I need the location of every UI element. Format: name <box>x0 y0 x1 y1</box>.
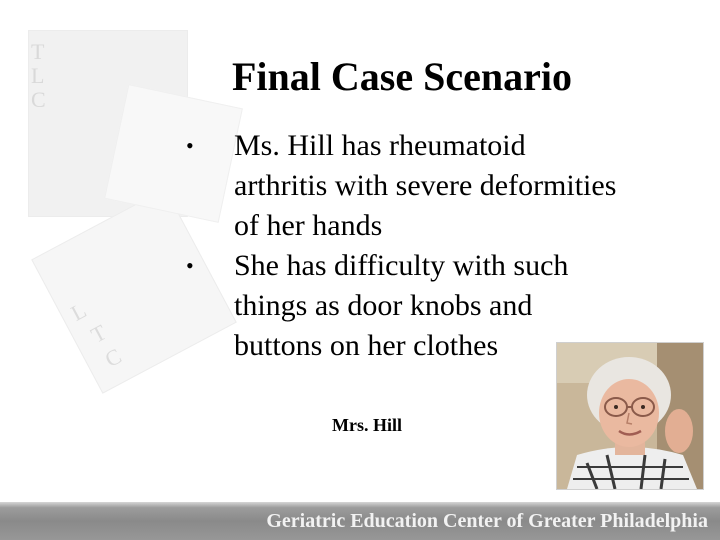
portrait-photo <box>556 342 704 490</box>
bullet-line: things as door knobs and <box>234 289 533 322</box>
portrait-illustration <box>557 343 703 489</box>
tlc-watermark-top: T L C <box>31 39 46 112</box>
bullet-dot: • <box>186 133 194 158</box>
bullet-line: Ms. Hill has rheumatoid <box>234 129 526 162</box>
bullet-dot: • <box>186 253 194 278</box>
bullet-line: arthritis with severe deformities <box>234 169 617 202</box>
slide-title: Final Case Scenario <box>232 54 572 99</box>
footer-bar <box>0 502 720 540</box>
bullet-line: She has difficulty with such <box>234 249 569 282</box>
bullet-list <box>180 126 700 366</box>
bullet-line: buttons on her clothes <box>234 329 499 362</box>
photo-caption: Mrs. Hill <box>332 415 402 435</box>
bullet-item <box>180 126 700 246</box>
footer-organization-name: Geriatric Education Center of Greater Philadelphia <box>266 510 708 532</box>
bullet-line: of her hands <box>234 209 383 242</box>
